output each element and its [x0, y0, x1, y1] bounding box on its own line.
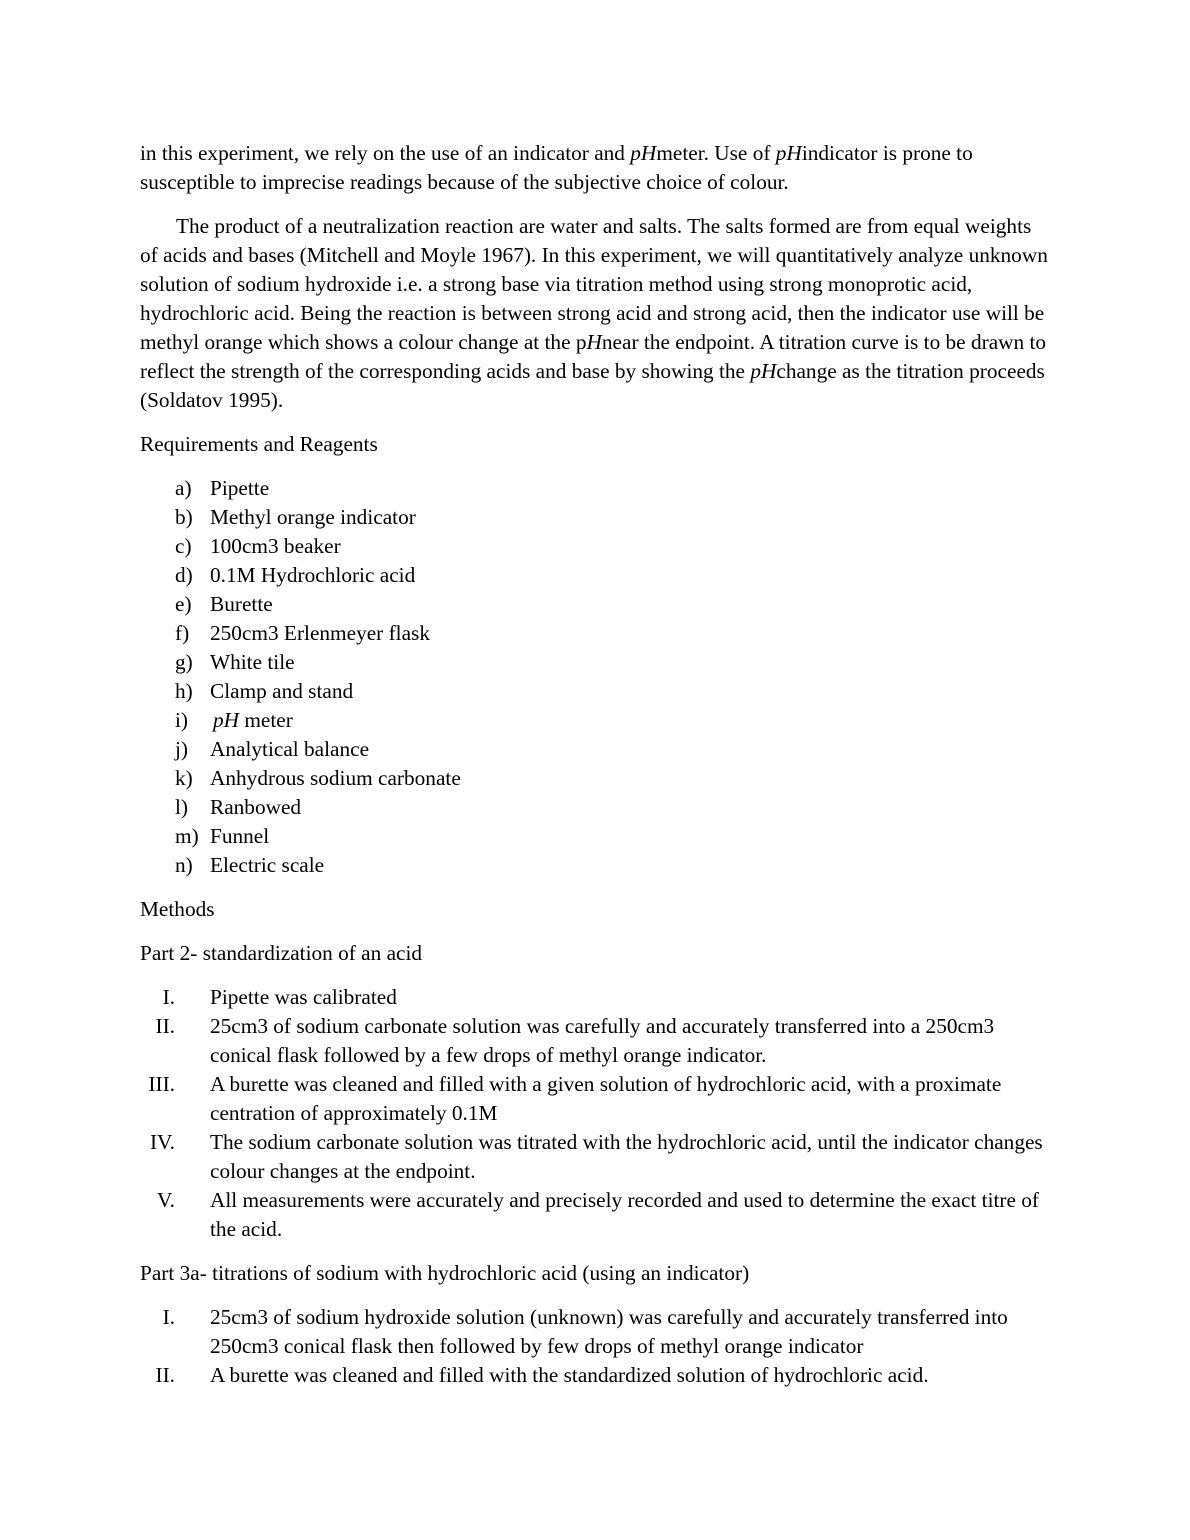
- ph-symbol: H: [586, 330, 602, 354]
- list-item: I. Pipette was calibrated: [162, 985, 397, 1009]
- list-item: h) Clamp and stand: [175, 679, 354, 703]
- ph-symbol: pH: [213, 708, 240, 732]
- list-item: c) 100cm3 beaker: [175, 534, 341, 558]
- list-item: j) Analytical balance: [175, 737, 370, 761]
- part3a-steps: [140, 1303, 1052, 1390]
- list-item: a) Pipette: [175, 476, 270, 500]
- intro-paragraph-1: in this experiment, we rely on the use of an indicator and pHmeter. Use of pHindicator is prone to susceptible to imprecise readings because of the subjective choice of colour.: [140, 141, 973, 194]
- list-item: n) Electric scale: [175, 853, 325, 877]
- list-item: k) Anhydrous sodium carbonate: [175, 766, 461, 790]
- list-item: IV. The sodium carbonate solution was titrated with the hydrochloric acid, until the indicator changes colour changes at the endpoint.: [149, 1130, 1043, 1183]
- list-item: i) pH meter: [175, 708, 293, 732]
- document-page: [140, 139, 1052, 1405]
- part2-steps: [140, 983, 1052, 1244]
- list-item: e) Burette: [175, 592, 273, 616]
- list-item: I. 25cm3 of sodium hydroxide solution (unknown) was carefully and accurately transferred into 250cm3 conical flask then followed by few drops of methyl orange indicator: [162, 1305, 1008, 1358]
- list-item: V. All measurements were accurately and precisely recorded and used to determine the exact titre of the acid.: [157, 1188, 1040, 1241]
- intro-paragraph-2: The product of a neutralization reaction are water and salts. The salts formed are from equal weights of acids and bases (Mitchell and Moyle 1967). In this experiment, we will quantitatively analyze unknown solution of sodium hydroxide i.e. a strong base via titration method using strong monoprotic acid, hydrochloric acid. Being the reaction is between strong acid and strong acid, then the indicator use will be methyl orange which shows a colour change at the pHnear the endpoint. A titration curve is to be drawn to reflect the strength of the corresponding acids and base by showing the pHchange as the titration proceeds (Soldatov 1995).: [140, 214, 1048, 412]
- requirements-heading: Requirements and Reagents: [140, 432, 378, 456]
- list-item: b) Methyl orange indicator: [175, 505, 416, 529]
- ph-symbol: pH: [775, 141, 802, 165]
- list-item: II. 25cm3 of sodium carbonate solution was carefully and accurately transferred into a 250cm3 conical flask followed by a few drops of methyl orange indicator.: [155, 1014, 995, 1067]
- part2-heading: Part 2- standardization of an acid: [140, 941, 423, 965]
- part3a-heading: Part 3a- titrations of sodium with hydrochloric acid (using an indicator): [140, 1261, 750, 1285]
- list-item: g) White tile: [175, 650, 295, 674]
- list-item: d) 0.1M Hydrochloric acid: [175, 563, 416, 587]
- list-item: III. A burette was cleaned and filled with a given solution of hydrochloric acid, with a proximate centration of approximately 0.1M: [148, 1072, 1002, 1125]
- requirements-list: [140, 474, 1052, 880]
- list-item: f) 250cm3 Erlenmeyer flask: [175, 621, 430, 645]
- list-item: l) Ranbowed: [175, 795, 302, 819]
- ph-symbol: pH: [750, 359, 777, 383]
- list-item: II. A burette was cleaned and filled with the standardized solution of hydrochloric acid.: [155, 1363, 929, 1387]
- ph-symbol: pH: [630, 141, 657, 165]
- methods-heading: Methods: [140, 897, 215, 921]
- list-item: m) Funnel: [175, 824, 270, 848]
